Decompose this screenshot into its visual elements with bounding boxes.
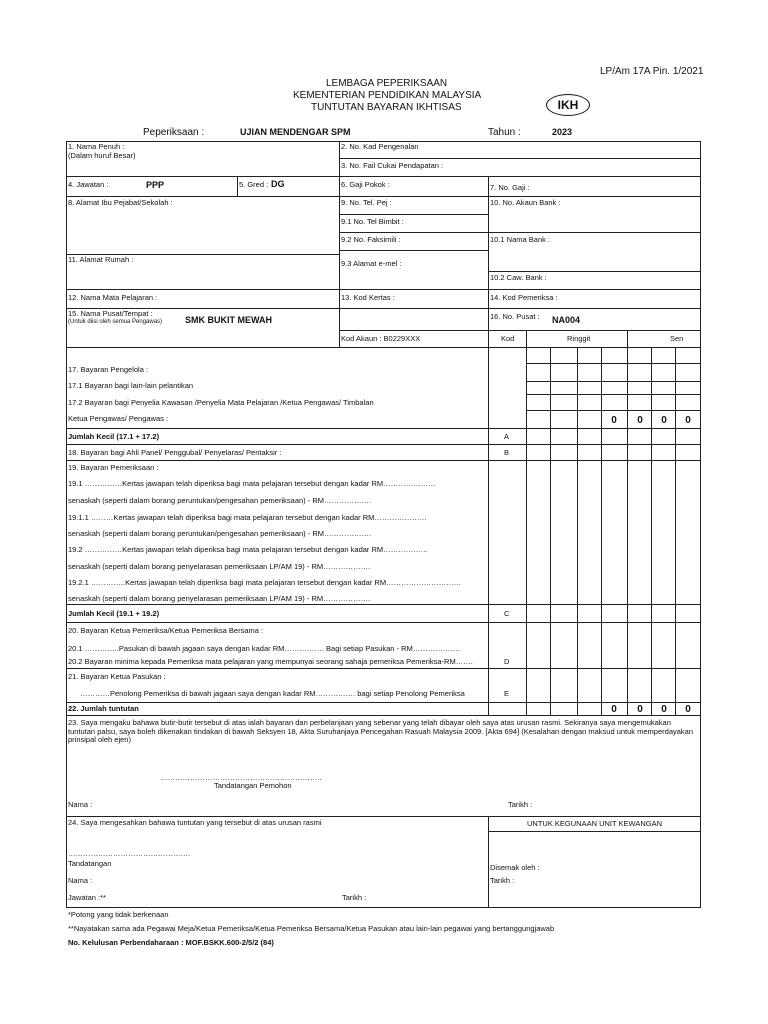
- item-19-2-1b: senaskah (seperti dalam borang penyelarasan pemeriksaan LP/AM 19) - RM……………….: [68, 594, 371, 603]
- declaration-23: 23. Saya mengaku bahawa butir-butir tersebut di atas ialah bayaran dan perbelanjaan yang sebenar yang telah dibayar oleh saya atas urusan rasmi. Sekiranya saya mengemukakan tuntutan palsu, saya boleh dikenakan tindakan di bawah Seksyen 18, Akta Suruhanjaya Pencegahan Rasuah Malaysia 2009. [Akta 694] (Kesalahan dengan maksud untuk memperdayakan prinsipal oleh ejen): [68, 718, 694, 745]
- item-17-2b: Ketua Pengawas/ Pengawas :: [68, 414, 169, 423]
- field-mata-pelajaran: 12. Nama Mata Pelajaran :: [68, 293, 158, 302]
- field-nama-bank: 10.1 Nama Bank :: [490, 235, 551, 244]
- tarikh2-label: Tarikh :: [490, 876, 515, 885]
- item-19-1-1: 19.1.1 ………Kertas jawapan telah diperiksa bagi mata pelajaran tersebut dengan kadar RM…………………: [68, 513, 427, 522]
- field-nama-penuh: 1. Nama Penuh :: [68, 142, 125, 151]
- item-19-1: 19.1 ……………Kertas jawapan telah diperiksa bagi mata pelajaran tersebut dengan kadar RM…………………: [68, 479, 436, 488]
- ikh-badge: IKH: [546, 94, 590, 116]
- field-alamat-pejabat: 8. Alamat Ibu Pejabat/Sekolah :: [68, 198, 173, 207]
- code-d: D: [504, 657, 510, 666]
- digit-22-3: 0: [661, 704, 667, 715]
- item-19-2: 19.2 ……………Kertas jawapan telah diperiksa bagi mata pelajaran tersebut dengan kadar RM………………: [68, 545, 429, 554]
- item-19-1b: senaskah (seperti dalam borang peruntukan/pengesahan pemeriksaan) - RM……………….: [68, 496, 372, 505]
- digit-17-1: 0: [611, 415, 617, 426]
- item-19: 19. Bayaran Pemeriksaan :: [68, 463, 159, 472]
- tarikh3-label: Tarikh :: [342, 893, 367, 902]
- unit-kewangan-header: UNTUK KEGUNAAN UNIT KEWANGAN: [527, 819, 663, 828]
- digit-17-2: 0: [637, 415, 643, 426]
- field-email: 9.3 Alamat e-mel :: [341, 259, 402, 268]
- field-kad-pengenalan: 2. No. Kad Pengenalan: [341, 142, 419, 151]
- field-tel-pej: 9. No. Tel. Pej :: [341, 198, 392, 207]
- item-18: 18. Bayaran bagi Ahli Panel/ Penggubal/ Penyelaras/ Pentaksir :: [68, 448, 282, 457]
- field-jawatan: 4. Jawatan :: [68, 180, 109, 189]
- digit-22-2: 0: [637, 704, 643, 715]
- field-nama-pusat: 15. Nama Pusat/Tempat :: [68, 309, 153, 318]
- nama-label: Nama :: [68, 800, 93, 809]
- code-b: B: [504, 448, 510, 457]
- exam-label: Peperiksaan :: [143, 127, 205, 138]
- field-no-pusat: 16. No. Pusat :: [490, 312, 540, 321]
- field-faksimili: 9.2 No. Faksimili :: [341, 235, 401, 244]
- item-21: 21. Bayaran Ketua Pasukan :: [68, 672, 166, 681]
- col-kod: Kod: [501, 334, 515, 343]
- signature2-line: ………………………………………….: [68, 849, 191, 858]
- field-nama-pusat-note: (Untuk diisi oleh semua Pengawas): [68, 319, 163, 325]
- signature-line: ………………………………………………………..: [160, 773, 322, 782]
- field-gred-value: DG: [271, 179, 285, 189]
- item-20: 20. Bayaran Ketua Pemeriksa/Ketua Pemeriksa Bersama :: [68, 626, 264, 635]
- item-17-2: 17.2 Bayaran bagi Penyelia Kawasan /Penyelia Mata Pelajaran /Ketua Pengawas/ Timbalan: [68, 398, 374, 407]
- field-fail-cukai: 3. No. Fail Cukai Pendapatan :: [341, 161, 444, 170]
- item-17: 17. Bayaran Pengelola :: [68, 365, 149, 374]
- item-17-1: 17.1 Bayaran bagi lain-lain pelantikan: [68, 381, 194, 390]
- disemak-label: Disemak oleh :: [490, 863, 540, 872]
- jawatan-label: Jawatan :**: [68, 893, 106, 902]
- signature-label: Tandatangan Pemohon: [214, 781, 292, 790]
- year-value: 2023: [552, 127, 573, 137]
- jumlah-tuntutan: 22. Jumlah tuntutan: [68, 704, 139, 713]
- field-alamat-rumah: 11. Alamat Rumah :: [68, 255, 134, 264]
- header-line3: TUNTUTAN BAYARAN IKHTISAS: [311, 102, 462, 113]
- item-19-2-1: 19.2.1 …………..Kertas jawapan telah diperiksa bagi mata pelajaran tersebut dengan kadar RM…………………………: [68, 578, 462, 587]
- field-jawatan-value: PPP: [146, 180, 165, 190]
- field-caw-bank: 10.2 Caw. Bank :: [490, 273, 547, 282]
- field-tel-bimbit: 9.1 No. Tel Bimbit :: [341, 217, 404, 226]
- footnote-2: **Nayatakan sama ada Pegawai Meja/Ketua Pemeriksa/Ketua Pemeriksa Bersama/Ketua Pasukan atau lain-lain pegawai yang bertanggungjawab: [68, 924, 555, 933]
- code-a: A: [504, 432, 510, 441]
- field-gaji-pokok: 6. Gaji Pokok :: [341, 180, 390, 189]
- code-e: E: [504, 689, 510, 698]
- field-akaun-bank: 10. No. Akaun Bank :: [490, 198, 561, 207]
- item-20-1: 20.1 …………..Pasukan di bawah jagaan saya dengan kadar RM……………. Bagi setiap Pasukan - RM……………….: [68, 644, 460, 653]
- field-nama-penuh-note: (Dalam huruf Besar): [68, 151, 136, 160]
- tarikh-label: Tarikh :: [508, 800, 533, 809]
- field-kod-kertas: 13. Kod Kertas :: [341, 293, 395, 302]
- field-gred: 5. Gred :: [239, 180, 269, 189]
- col-ringgit: Ringgit: [567, 334, 591, 343]
- item-19-1-1b: senaskah (seperti dalam borang peruntukan/pengesahan pemeriksaan) - RM……………….: [68, 529, 372, 538]
- item-19-2b: senaskah (seperti dalam borang penyelarasan pemeriksaan LP/AM 19) - RM……………….: [68, 562, 371, 571]
- footnote-1: *Potong yang tidak berkenaan: [68, 910, 169, 919]
- code-c: C: [504, 609, 510, 618]
- declaration-24: 24. Saya mengesahkan bahawa tuntutan yang tersebut di atas urusan rasmi: [68, 818, 322, 827]
- nama2-label: Nama :: [68, 876, 93, 885]
- kod-akaun: Kod Akaun : B0229XXX: [341, 334, 421, 343]
- form-ref: LP/Am 17A Pin. 1/2021: [600, 66, 704, 77]
- jumlah-kecil-19: Jumlah Kecil (19.1 + 19.2): [68, 609, 160, 618]
- header-line1: LEMBAGA PEPERIKSAAN: [326, 78, 448, 89]
- header-line2: KEMENTERIAN PENDIDIKAN MALAYSIA: [293, 90, 482, 101]
- digit-17-3: 0: [661, 415, 667, 426]
- col-sen: Sen: [670, 334, 684, 343]
- digit-17-4: 0: [685, 415, 691, 426]
- digit-22-4: 0: [685, 704, 691, 715]
- tandatangan-label: Tandatangan: [68, 859, 112, 868]
- exam-value: UJIAN MENDENGAR SPM: [240, 127, 351, 137]
- item-20-2: 20.2 Bayaran minima kepada Pemeriksa mata pelajaran yang mempunyai seorang sahaja pemeriksa Pemeriksa-RM…….: [68, 657, 473, 666]
- field-no-gaji: 7. No. Gaji :: [490, 183, 530, 192]
- item-21b: …………Penolong Pemeriksa di bawah jagaan saya dengan kadar RM……………. bagi setiap Penolong Pemeriksa: [80, 689, 465, 698]
- digit-22-1: 0: [611, 704, 617, 715]
- approval-number: No. Kelulusan Perbendaharaan : MOF.BSKK.600-2/5/2 (84): [68, 938, 274, 947]
- field-no-pusat-value: NA004: [552, 315, 581, 325]
- field-nama-pusat-value: SMK BUKIT MEWAH: [185, 315, 272, 325]
- jumlah-kecil-17: Jumlah Kecil (17.1 + 17.2): [68, 432, 160, 441]
- year-label: Tahun :: [488, 127, 521, 138]
- field-kod-pemeriksa: 14. Kod Pemeriksa :: [490, 293, 558, 302]
